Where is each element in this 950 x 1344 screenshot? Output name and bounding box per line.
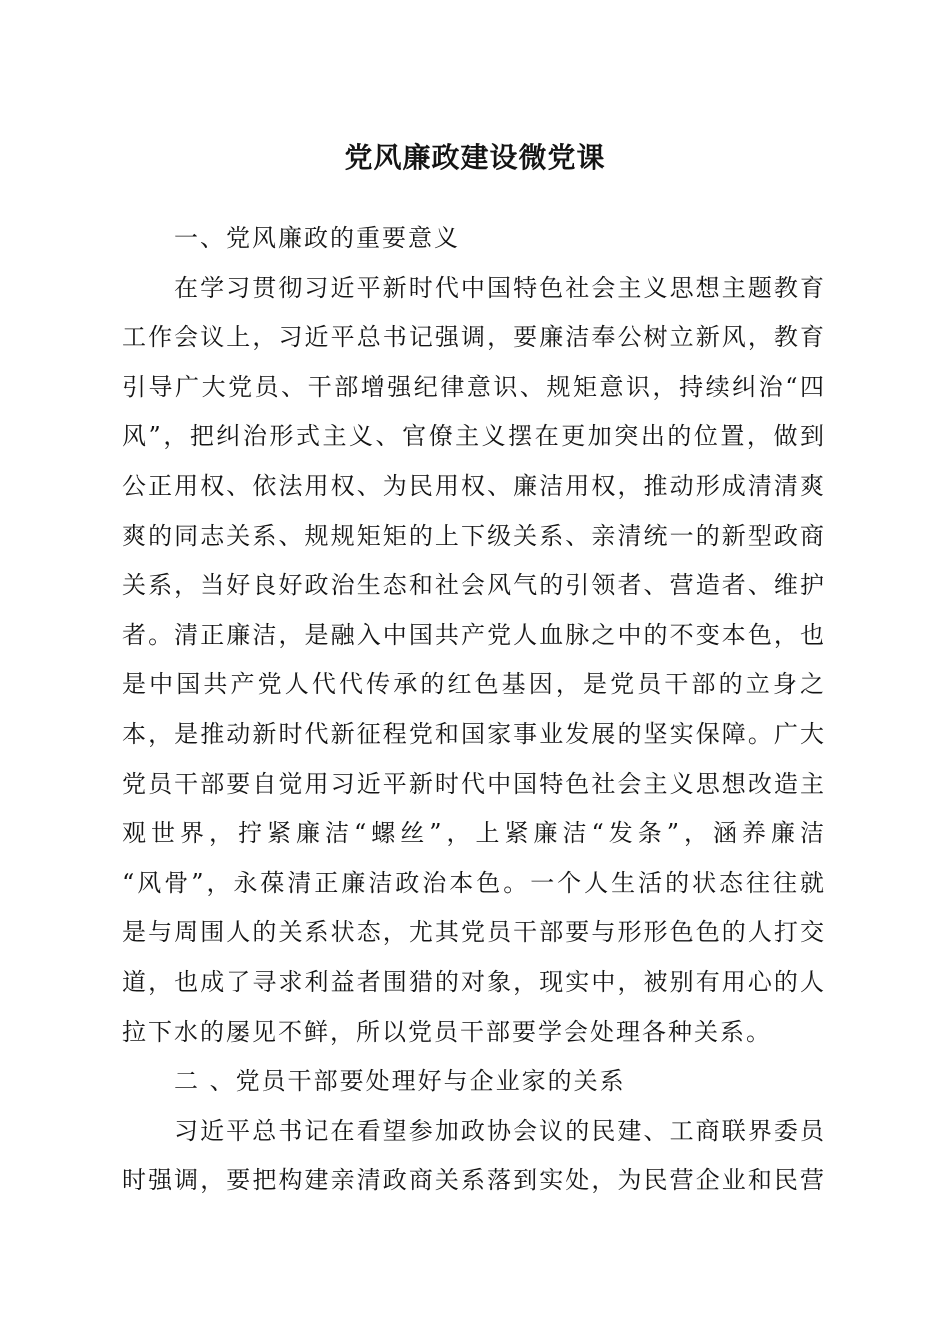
paragraph-line: 党员干部要自觉用习近平新时代中国特色社会主义思想改造主 xyxy=(122,769,826,798)
paragraph-line: 爽的同志关系、规规矩矩的上下级关系、亲清统一的新型政商 xyxy=(122,521,826,550)
section-heading: 二 、党员干部要处理好与企业家的关系 xyxy=(174,1067,626,1096)
paragraph-line: 工作会议上，习近平总书记强调，要廉洁奉公树立新风，教育 xyxy=(122,323,826,352)
document-title: 党风廉政建设微党课 xyxy=(344,141,606,174)
paragraph-line: 引导广大党员、干部增强纪律意识、规矩意识，持续纠治“四 xyxy=(122,372,826,401)
paragraph-line: 是中国共产党人代代传承的红色基因，是党员干部的立身之 xyxy=(122,670,826,699)
paragraph-line: 习近平总书记在看望参加政协会议的民建、工商联界委员 xyxy=(174,1116,826,1145)
paragraph-line: 时强调，要把构建亲清政商关系落到实处，为民营企业和民营 xyxy=(122,1166,826,1195)
paragraph-line: 是与周围人的关系状态，尤其党员干部要与形形色色的人打交 xyxy=(122,918,826,947)
paragraph-line: 者。清正廉洁，是融入中国共产党人血脉之中的不变本色，也 xyxy=(122,620,826,649)
paragraph-line: 道，也成了寻求利益者围猎的对象，现实中，被别有用心的人 xyxy=(122,967,826,996)
document-body xyxy=(122,214,826,1206)
paragraph-line: 本，是推动新时代新征程党和国家事业发展的坚实保障。广大 xyxy=(122,719,826,748)
paragraph-line: “风骨”，永葆清正廉洁政治本色。一个人生活的状态往往就 xyxy=(122,868,826,897)
section-heading: 一、党风廉政的重要意义 xyxy=(174,224,460,252)
paragraph-line: 观世界，拧紧廉洁“螺丝”，上紧廉洁“发条”，涵养廉洁 xyxy=(122,819,826,848)
paragraph-line: 公正用权、依法用权、为民用权、廉洁用权，推动形成清清爽 xyxy=(122,471,826,500)
paragraph-line: 关系，当好良好政治生态和社会风气的引领者、营造者、维护 xyxy=(122,571,826,600)
paragraph-line: 拉下水的屡见不鲜，所以党员干部要学会处理各种关系。 xyxy=(122,1017,772,1046)
paragraph-line: 风”，把纠治形式主义、官僚主义摆在更加突出的位置，做到 xyxy=(122,422,826,451)
paragraph-line: 在学习贯彻习近平新时代中国特色社会主义思想主题教育 xyxy=(174,273,826,302)
